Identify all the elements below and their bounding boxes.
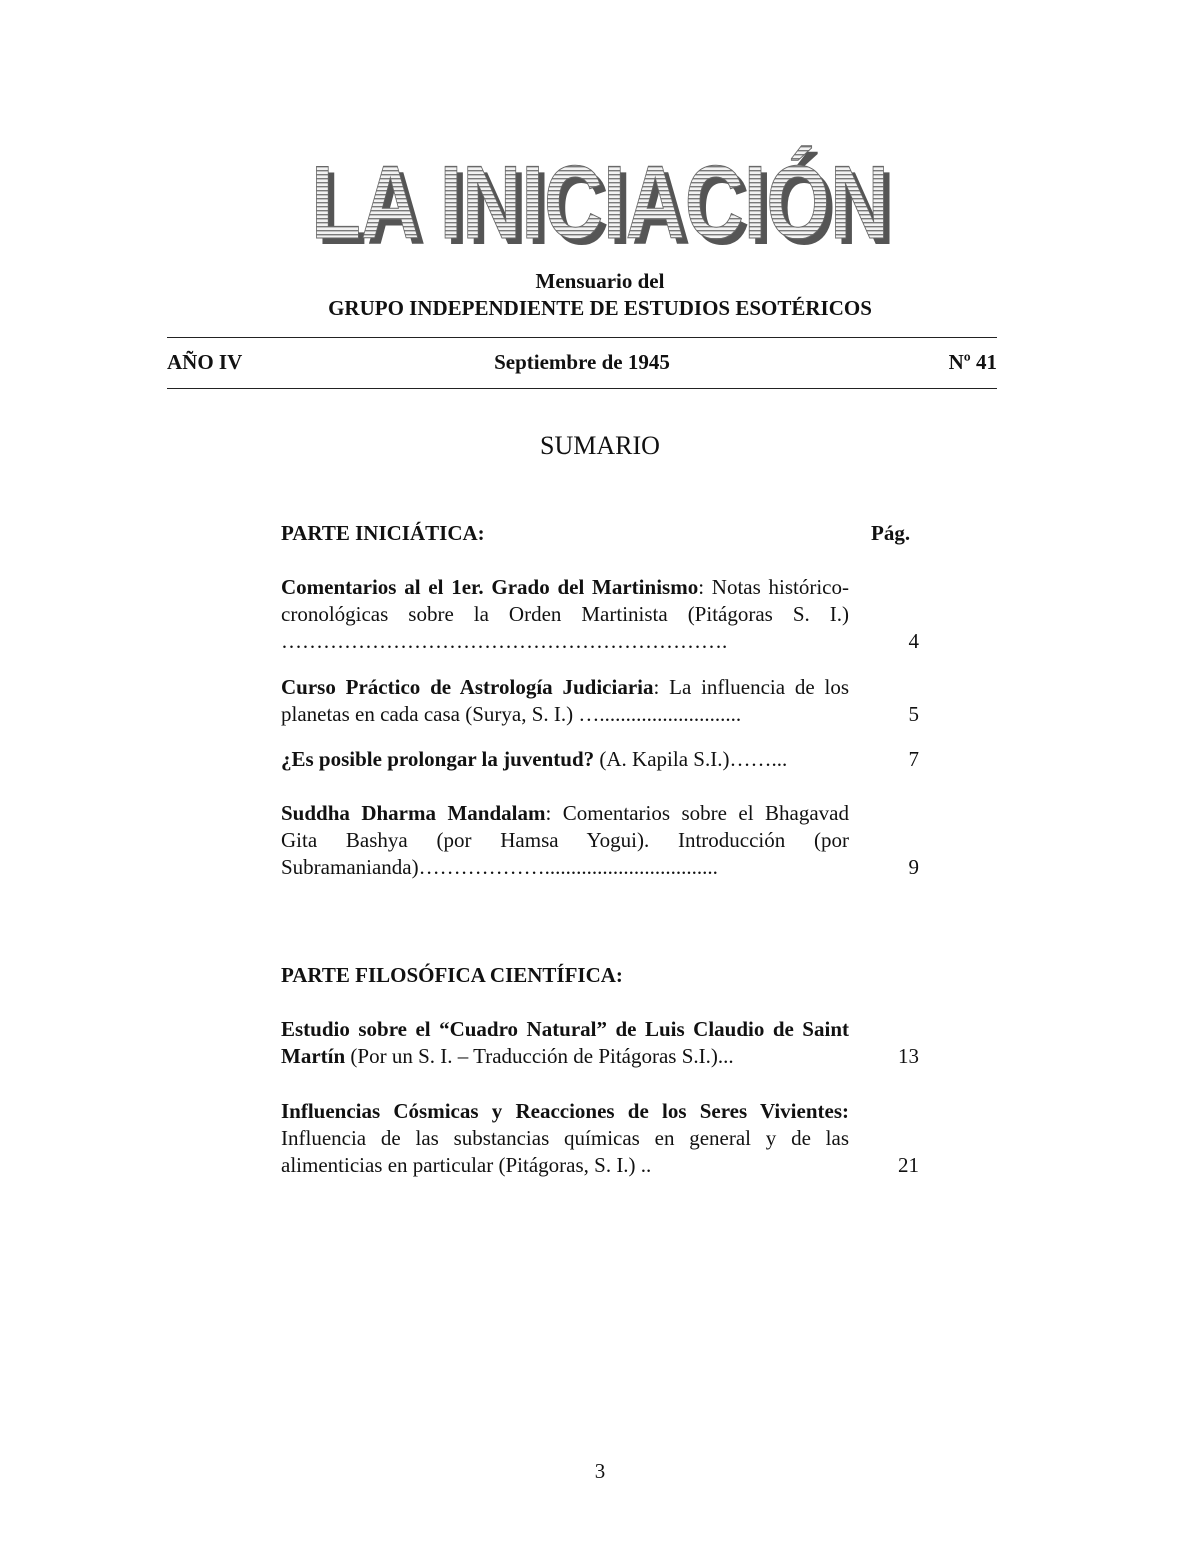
toc-entry[interactable]	[281, 746, 921, 773]
toc-entry-desc: (Por un S. I. – Traducción de Pitágoras S.I.)...	[345, 1044, 734, 1068]
toc-entry[interactable]	[281, 800, 921, 881]
toc-entry[interactable]	[281, 674, 921, 728]
page-number: 3	[594, 1459, 606, 1483]
toc-entry-title: Curso Práctico de Astrología Judiciaria	[281, 675, 654, 699]
top-rule	[167, 337, 997, 338]
issue-bar	[167, 349, 997, 375]
masthead-shadow: LA INICIACIÓN	[317, 151, 895, 258]
section-title-philosophic: PARTE FILOSÓFICA CIENTÍFICA:	[281, 963, 623, 987]
masthead-logo	[290, 138, 910, 258]
toc-entry-title: ¿Es posible prolongar la juventud?	[281, 747, 595, 771]
toc-entry-desc: (A. Kapila S.I.)……...	[594, 747, 788, 771]
toc-entry-title: Suddha Dharma Mandalam	[281, 801, 546, 825]
issue-date: Septiembre de 1945	[494, 350, 670, 374]
toc-entry-text	[281, 674, 849, 728]
toc-entry-text	[281, 800, 849, 881]
page-column-label: Pág.	[871, 521, 911, 545]
section-title-initiatic: PARTE INICIÁTICA:	[281, 521, 485, 545]
toc-entry-text	[281, 1098, 849, 1179]
toc-entry[interactable]	[281, 574, 921, 655]
toc-entry-page: 13	[898, 1044, 919, 1068]
toc-entry[interactable]	[281, 1016, 921, 1070]
subtitle-line-2: GRUPO INDEPENDIENTE DE ESTUDIOS ESOTÉRICOS	[328, 296, 872, 320]
sumario-heading: SUMARIO	[540, 431, 660, 460]
toc-entry-title: Influencias Cósmicas y Reacciones de los Seres Vivientes:	[281, 1099, 849, 1123]
toc-entry-page: 5	[908, 702, 919, 726]
bottom-rule	[167, 388, 997, 389]
toc-entry-page: 21	[898, 1153, 919, 1177]
toc-entry[interactable]	[281, 1098, 921, 1179]
toc-entry-text	[281, 574, 849, 655]
toc-entry-desc: : La influencia de los planetas en cada casa (Surya, S. I.) …...........................	[281, 675, 849, 726]
toc-entry-desc: : Notas histórico-cronológicas sobre la Orden Martinista (Pitágoras S. I.) ……………………………………………………….	[281, 575, 849, 653]
toc-entry-desc: Influencia de las substancias químicas en general y de las alimenticias en particular (Pitágoras, S. I.) ..	[281, 1126, 849, 1177]
toc-entry-title: Estudio sobre el “Cuadro Natural” de Luis Claudio de Saint Martín	[281, 1017, 849, 1068]
toc-entry-page: 4	[908, 629, 919, 653]
subtitle-line-1: Mensuario del	[535, 269, 665, 293]
toc-entry-title: Comentarios al el 1er. Grado del Martinismo	[281, 575, 699, 599]
toc-entry-page: 9	[908, 855, 919, 879]
masthead-title: LA INICIACIÓN	[311, 145, 889, 258]
issue-year: AÑO IV	[167, 350, 243, 374]
toc-entry-text	[281, 746, 849, 773]
issue-number: Nº 41	[948, 350, 997, 374]
toc-entry-text	[281, 1016, 849, 1070]
masthead	[0, 138, 1200, 258]
toc-entry-page: 7	[908, 747, 919, 771]
toc-entry-desc: : Comentarios sobre el Bhagavad Gita Bashya (por Hamsa Yogui). Introducción (por Subramanianda)……………….................................	[281, 801, 849, 879]
